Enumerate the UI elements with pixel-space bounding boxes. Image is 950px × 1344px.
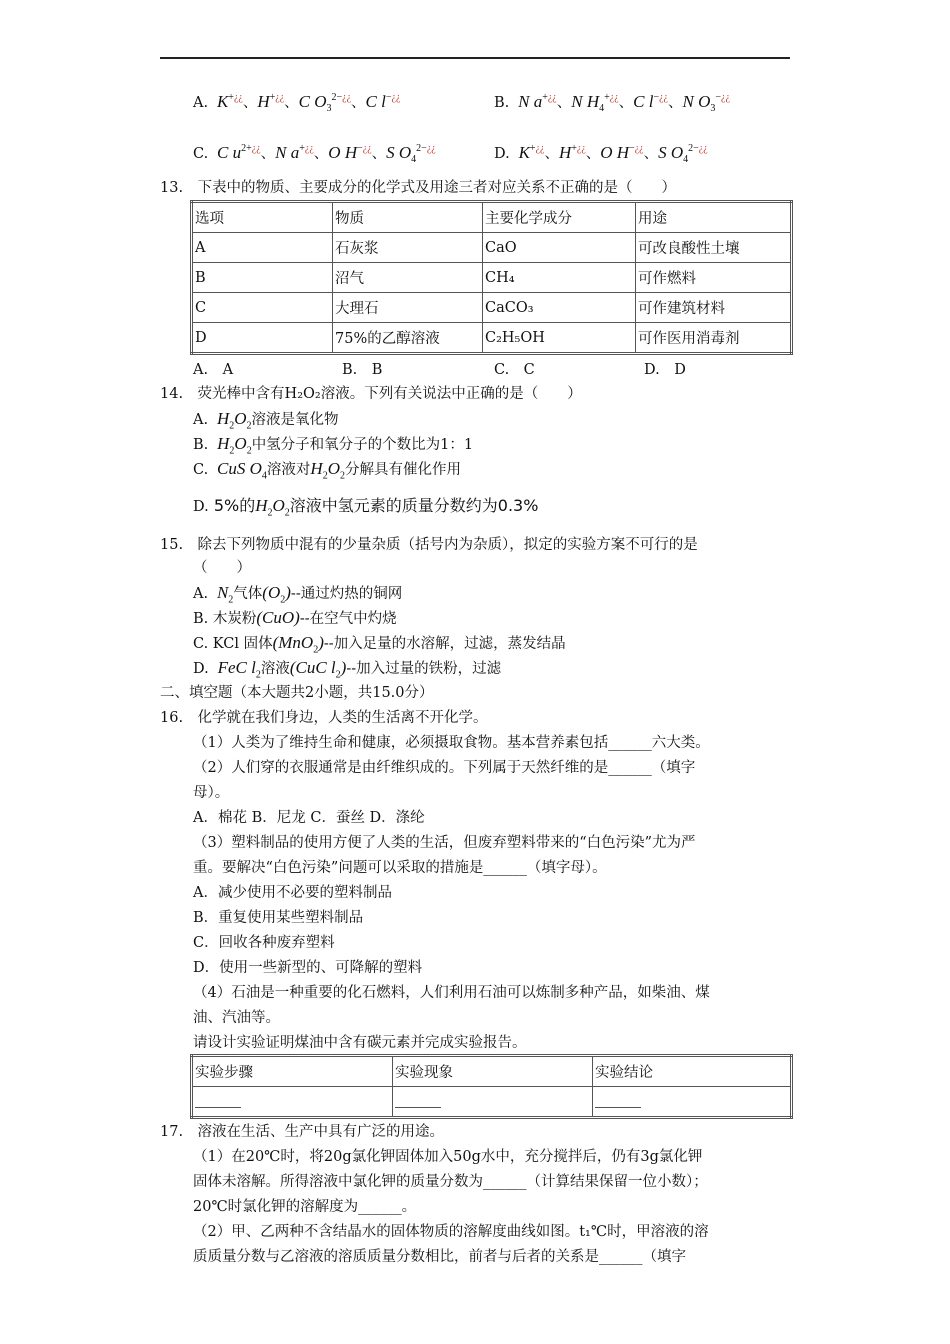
header-rule	[160, 57, 790, 59]
ion-k: K+¿¿	[212, 92, 243, 111]
q17-part2-line1: （2）甲、乙两种不含结晶水的固体物质的溶解度曲线如图。t₁℃时，甲溶液的溶	[193, 1224, 709, 1240]
q12-option-d: D. K+¿¿、H+¿¿、O H−¿¿、S $O_4^{2-¿¿}$	[494, 143, 708, 165]
q12-option-c: C. C $u^{2+¿¿}$、N a+¿¿、O H−¿¿、S $O_4^{2-¿¿}$	[193, 143, 436, 165]
table-cell: C₂H₅OH	[483, 323, 636, 354]
ion-cl: C l−¿¿	[365, 92, 401, 111]
table-cell: CaCO₃	[483, 293, 636, 323]
ion-k: K+¿¿	[514, 143, 545, 162]
q13-table	[190, 200, 793, 355]
q13-option-b: B. B	[342, 362, 383, 378]
table-row	[192, 1087, 792, 1118]
table-cell: 可作建筑材料	[636, 293, 792, 323]
q16-part3-option-b: B．重复使用某些塑料制品	[193, 910, 364, 926]
table-header-row	[192, 1056, 792, 1087]
table-cell: CH₄	[483, 263, 636, 293]
table-row	[192, 293, 792, 323]
formula-cuso4: CuS $O_4$	[212, 459, 267, 482]
ion-so4: S $O_4^{2-¿¿}$	[386, 143, 436, 165]
answer-blank-cell[interactable]	[593, 1087, 792, 1118]
answer-blank-cell[interactable]	[393, 1087, 593, 1118]
table-cell: 75%的乙醇溶液	[333, 323, 483, 354]
answer-blank[interactable]	[195, 1091, 241, 1108]
table-cell: 大理石	[333, 293, 483, 323]
table-cell: B	[192, 263, 333, 293]
section-title: 二、填空题（本大题共2小题，共15.0分）	[160, 685, 434, 701]
q13-option-c: C. C	[494, 362, 535, 378]
formula-mno2: (MnO$_2$)	[272, 633, 324, 656]
q17-part1-line3: 20℃时氯化钾的溶解度为______。	[193, 1199, 417, 1215]
q15-option-a: A. $N_2$气体$(O_2)--$通过灼热的铜网	[193, 583, 403, 606]
formula-cucl2: (CuC $l_2$)	[289, 658, 347, 681]
table-cell: 可作医用消毒剂	[636, 323, 792, 354]
q16-part2-line2: 母）。	[193, 785, 230, 801]
formula-cuo: (CuO)	[256, 608, 300, 627]
ion-h: H+¿¿	[558, 143, 586, 162]
table-cell: 石灰浆	[333, 233, 483, 263]
table-cell: 沼气	[333, 263, 483, 293]
table-header: 选项	[192, 202, 333, 233]
q15-stem-paren: （ ）	[193, 560, 251, 576]
q12-option-b: B. N a+¿¿、N $H_4^{+¿¿}$、C l−¿¿、N $O_3^{-¿¿}$	[494, 92, 730, 114]
ion-oh: O H−¿¿	[600, 143, 644, 162]
formula-n2: $N_2$	[212, 583, 234, 606]
q12-option-a: A. K+¿¿、H+¿¿、C $O_3^{2-¿¿}$、C l−¿¿	[193, 92, 401, 114]
q17-stem: 17. 溶液在生活、生产中具有广泛的用途。	[160, 1124, 445, 1140]
answer-blank-cell[interactable]	[192, 1087, 393, 1118]
q16-part2-line1: （2）人们穿的衣服通常是由纤维织成的。下列属于天然纤维的是______（填字	[193, 760, 696, 776]
table-cell: D	[192, 323, 333, 354]
formula-h2o2: $H_2O_2$	[212, 409, 252, 432]
answer-blank[interactable]	[395, 1091, 441, 1108]
q16-part3-option-c: C．回收各种废弃塑料	[193, 935, 335, 951]
experiment-report-table	[190, 1054, 793, 1119]
table-cell: C	[192, 293, 333, 323]
table-header: 实验结论	[593, 1056, 792, 1087]
table-cell: 可改良酸性土壤	[636, 233, 792, 263]
formula-h2o2: $H_2O_2$	[310, 459, 345, 482]
ion-na: N a+¿¿	[275, 143, 314, 162]
ion-na: N a+¿¿	[513, 92, 557, 111]
q13-option-a: A. A	[193, 362, 234, 378]
answer-blank[interactable]	[595, 1091, 641, 1108]
q14-option-a: A. $H_2O_2$溶液是氧化物	[193, 409, 339, 432]
q17-part1-line2: 固体未溶解。所得溶液中氯化钾的质量分数为______（计算结果保留一位小数）；	[193, 1174, 708, 1190]
ion-nh4: N $H_4^{+¿¿}$	[571, 92, 619, 114]
q16-part4-line1: （4）石油是一种重要的化石燃料，人们利用石油可以炼制多种产品，如柴油、煤	[193, 985, 710, 1001]
ion-oh: O H−¿¿	[328, 143, 372, 162]
q16-part3-line1: （3）塑料制品的使用方便了人类的生活，但废弃塑料带来的“白色污染”尤为严	[193, 835, 696, 851]
table-header: 物质	[333, 202, 483, 233]
ion-cl: C l−¿¿	[633, 92, 668, 111]
table-row	[192, 263, 792, 293]
q17-part1-line1: （1）在20℃时，将20g氯化钾固体加入50g水中，充分搅拌后，仍有3g氯化钾	[193, 1149, 703, 1165]
formula-h2o2: $H_2O_2$	[212, 434, 252, 457]
table-header: 实验现象	[393, 1056, 593, 1087]
q13-stem: 13. 下表中的物质、主要成分的化学式及用途三者对应关系不正确的是（ ）	[160, 180, 677, 196]
q14-option-b: B. $H_2O_2$中氢分子和氧分子的个数比为1：1	[193, 434, 474, 457]
table-header: 主要化学成分	[483, 202, 636, 233]
q14-stem: 14. 荧光棒中含有H₂O₂溶液。下列有关说法中正确的是（ ）	[160, 386, 582, 402]
ion-co3: C $O_3^{2-¿¿}$	[298, 92, 352, 114]
q16-part4-line3: 请设计实验证明煤油中含有碳元素并完成实验报告。	[193, 1035, 527, 1051]
q15-option-c: C. KCl 固体(MnO$_2$)--加入足量的水溶解，过滤，蒸发结晶	[193, 633, 566, 656]
table-cell: A	[192, 233, 333, 263]
q16-part3-line2: 重。要解决“白色污染”问题可以采取的措施是______（填字母）。	[193, 860, 607, 876]
q15-option-d: D. FeC $l_2$溶液(CuC $l_2)--$加入过量的铁粉，过滤	[193, 658, 502, 681]
q14-option-d: D. 5%的$H_2O_2$溶液中氢元素的质量分数约为0.3%	[193, 496, 539, 519]
ion-so4: S $O_4^{2-¿¿}$	[658, 143, 708, 165]
table-header: 用途	[636, 202, 792, 233]
q16-part4-line2: 油、汽油等。	[193, 1010, 280, 1026]
q16-stem: 16. 化学就在我们身边，人类的生活离不开化学。	[160, 710, 488, 726]
table-header-row	[192, 202, 792, 233]
table-cell: 可作燃料	[636, 263, 792, 293]
ion-h: H+¿¿	[257, 92, 285, 111]
q16-part2-options: A．棉花 B．尼龙 C．蚕丝 D．涤纶	[193, 810, 425, 826]
formula-fecl2: FeC $l_2$	[213, 658, 261, 681]
table-row	[192, 233, 792, 263]
q17-part2-line2: 质质量分数与乙溶液的溶质质量分数相比，前者与后者的关系是______（填字	[193, 1249, 686, 1265]
q13-option-d: D. D	[644, 362, 686, 378]
q15-stem: 15. 除去下列物质中混有的少量杂质（括号内为杂质），拟定的实验方案不可行的是	[160, 537, 698, 553]
q15-option-b: B. 木炭粉(CuO)--在空气中灼烧	[193, 608, 397, 627]
q16-part3-option-d: D．使用一些新型的、可降解的塑料	[193, 960, 423, 976]
table-header: 实验步骤	[192, 1056, 393, 1087]
ion-no3: N $O_3^{-¿¿}$	[682, 92, 730, 114]
formula-h2o2: $H_2O_2$	[255, 496, 290, 519]
formula-o2: $(O_2)$	[262, 583, 291, 606]
q16-part1: （1）人类为了维持生命和健康，必须摄取食物。基本营养素包括______六大类。	[193, 735, 710, 751]
table-row	[192, 323, 792, 354]
table-cell: CaO	[483, 233, 636, 263]
ion-cu: C $u^{2+¿¿}$	[212, 143, 261, 162]
q16-part3-option-a: A．减少使用不必要的塑料制品	[193, 885, 392, 901]
q14-option-c: C. CuS $O_4$溶液对$H_2O_2$分解具有催化作用	[193, 459, 461, 482]
